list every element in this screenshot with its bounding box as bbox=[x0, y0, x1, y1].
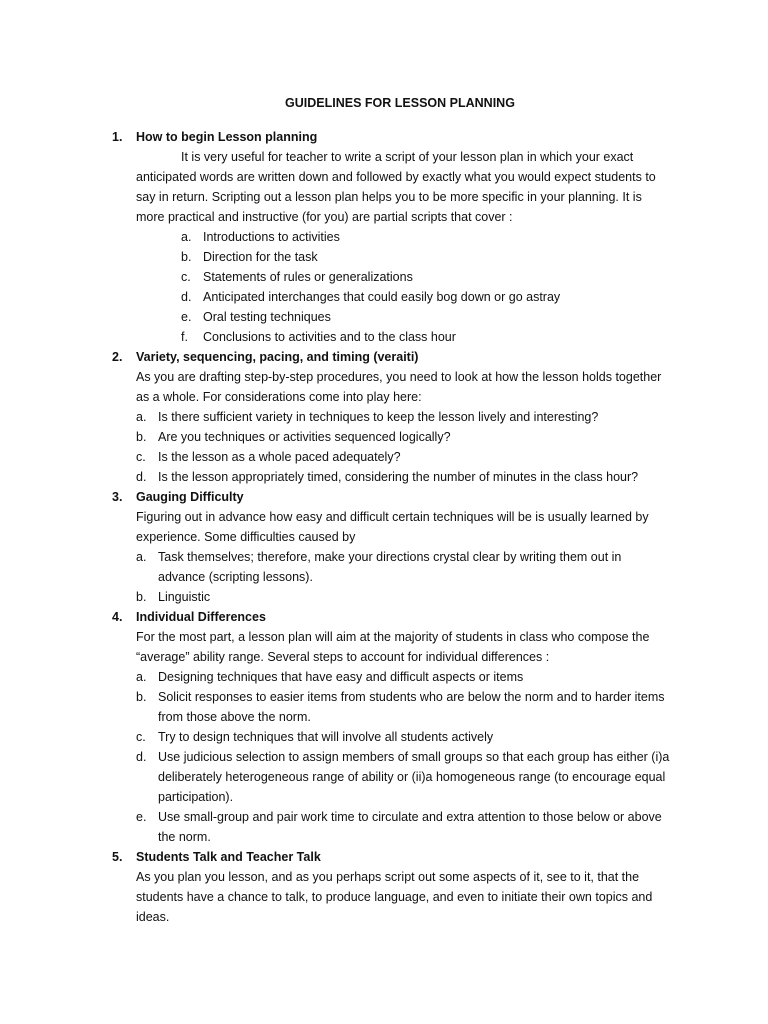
section-4 bbox=[112, 607, 668, 847]
section-heading-text: Students Talk and Teacher Talk bbox=[136, 850, 321, 864]
paragraph-line: more practical and instructive (for you) are partial scripts that cover : bbox=[136, 210, 513, 224]
section-heading bbox=[112, 127, 668, 147]
list-item-text: Is the lesson as a whole paced adequately? bbox=[158, 450, 401, 464]
paragraph-line: as a whole. For considerations come into play here: bbox=[136, 390, 422, 404]
list-marker: d. bbox=[136, 470, 147, 484]
section-heading-text: Variety, sequencing, pacing, and timing (veraiti) bbox=[136, 350, 419, 364]
section-heading bbox=[112, 347, 668, 367]
section-paragraph bbox=[112, 867, 668, 927]
section-heading bbox=[112, 847, 668, 867]
list-marker: a. bbox=[136, 410, 147, 424]
list-item bbox=[112, 747, 668, 807]
sub-list bbox=[112, 227, 668, 347]
section-number: 1. bbox=[112, 130, 123, 144]
list-marker: d. bbox=[181, 290, 192, 304]
list-item bbox=[112, 667, 668, 687]
list-item bbox=[112, 687, 668, 727]
list-marker: b. bbox=[181, 250, 192, 264]
paragraph-line: ideas. bbox=[136, 910, 170, 924]
list-item-text: Use judicious selection to assign members of small groups so that each group has either (i)a bbox=[158, 750, 670, 764]
section-paragraph bbox=[112, 627, 668, 667]
list-item-text: deliberately heterogeneous range of ability or (ii)a homogeneous range (to encourage equal bbox=[158, 770, 666, 784]
list-item-text: Conclusions to activities and to the class hour bbox=[203, 330, 456, 344]
list-item-text: Statements of rules or generalizations bbox=[203, 270, 413, 284]
paragraph-line: As you plan you lesson, and as you perhaps script out some aspects of it, see to it, that the bbox=[136, 870, 640, 884]
section-3 bbox=[112, 487, 668, 607]
list-marker: e. bbox=[136, 810, 147, 824]
section-heading-text: Individual Differences bbox=[136, 610, 266, 624]
section-5 bbox=[112, 847, 668, 927]
list-item bbox=[112, 307, 668, 327]
list-item bbox=[112, 327, 668, 347]
list-marker: b. bbox=[136, 590, 147, 604]
list-item bbox=[112, 227, 668, 247]
list-item-text: Oral testing techniques bbox=[203, 310, 331, 324]
section-heading bbox=[112, 487, 668, 507]
sections-container bbox=[112, 127, 668, 927]
sub-list bbox=[112, 667, 668, 847]
paragraph-line: As you are drafting step-by-step procedures, you need to look at how the lesson holds together bbox=[136, 370, 662, 384]
list-item-text: from those above the norm. bbox=[158, 710, 311, 724]
paragraph-line: It is very useful for teacher to write a script of your lesson plan in which your exact bbox=[181, 150, 634, 164]
list-marker: d. bbox=[136, 750, 147, 764]
list-marker: a. bbox=[136, 550, 147, 564]
list-item bbox=[112, 287, 668, 307]
section-paragraph bbox=[112, 507, 668, 547]
paragraph-line: Figuring out in advance how easy and difficult certain techniques will be is usually learned by bbox=[136, 510, 649, 524]
list-item bbox=[112, 427, 668, 447]
list-item-text: Introductions to activities bbox=[203, 230, 340, 244]
sub-list bbox=[112, 547, 668, 607]
section-heading-text: How to begin Lesson planning bbox=[136, 130, 318, 144]
list-marker: c. bbox=[181, 270, 191, 284]
paragraph-line: For the most part, a lesson plan will aim at the majority of students in class who compose the bbox=[136, 630, 650, 644]
list-item-text: the norm. bbox=[158, 830, 211, 844]
list-marker: e. bbox=[181, 310, 192, 324]
list-marker: b. bbox=[136, 430, 147, 444]
list-marker: f. bbox=[181, 330, 188, 344]
list-marker: c. bbox=[136, 450, 146, 464]
paragraph-line: anticipated words are written down and followed by exactly what you would expect students to bbox=[136, 170, 656, 184]
list-item-text: Solicit responses to easier items from students who are below the norm and to harder items bbox=[158, 690, 665, 704]
list-item-text: Task themselves; therefore, make your directions crystal clear by writing them out in bbox=[158, 550, 622, 564]
list-marker: a. bbox=[136, 670, 147, 684]
list-item bbox=[112, 447, 668, 467]
list-item-text: Designing techniques that have easy and difficult aspects or items bbox=[158, 670, 524, 684]
list-item bbox=[112, 267, 668, 287]
section-1 bbox=[112, 127, 668, 347]
document-title: GUIDELINES FOR LESSON PLANNING bbox=[285, 96, 515, 110]
list-item-text: Is there sufficient variety in techniques to keep the lesson lively and interesting? bbox=[158, 410, 599, 424]
sub-list bbox=[112, 407, 668, 487]
list-marker: c. bbox=[136, 730, 146, 744]
paragraph-line: “average” ability range. Several steps to account for individual differences : bbox=[136, 650, 550, 664]
list-item-text: Are you techniques or activities sequenced logically? bbox=[158, 430, 451, 444]
paragraph-line: students have a chance to talk, to produce language, and even to initiate their own topics and bbox=[136, 890, 653, 904]
list-item-text: Direction for the task bbox=[203, 250, 318, 264]
section-heading bbox=[112, 607, 668, 627]
section-number: 2. bbox=[112, 350, 123, 364]
list-item-text: Linguistic bbox=[158, 590, 211, 604]
list-item bbox=[112, 407, 668, 427]
section-number: 4. bbox=[112, 610, 123, 624]
list-marker: b. bbox=[136, 690, 147, 704]
list-item-text: Use small-group and pair work time to circulate and extra attention to those below or above bbox=[158, 810, 662, 824]
list-item bbox=[112, 727, 668, 747]
list-item bbox=[112, 587, 668, 607]
section-2 bbox=[112, 347, 668, 487]
list-item bbox=[112, 807, 668, 847]
list-item bbox=[112, 467, 668, 487]
list-item-text: participation). bbox=[158, 790, 234, 804]
list-marker: a. bbox=[181, 230, 192, 244]
list-item-text: Anticipated interchanges that could easily bog down or go astray bbox=[203, 290, 561, 304]
section-paragraph bbox=[112, 367, 668, 407]
section-number: 5. bbox=[112, 850, 123, 864]
paragraph-line: say in return. Scripting out a lesson plan helps you to be more specific in your planning. It is bbox=[136, 190, 642, 204]
list-item bbox=[112, 547, 668, 587]
list-item-text: Is the lesson appropriately timed, considering the number of minutes in the class hour? bbox=[158, 470, 639, 484]
section-heading-text: Gauging Difficulty bbox=[136, 490, 244, 504]
list-item-text: advance (scripting lessons). bbox=[158, 570, 313, 584]
paragraph-line: experience. Some difficulties caused by bbox=[136, 530, 356, 544]
list-item-text: Try to design techniques that will involve all students actively bbox=[158, 730, 494, 744]
list-item bbox=[112, 247, 668, 267]
section-paragraph bbox=[112, 147, 668, 227]
section-number: 3. bbox=[112, 490, 123, 504]
